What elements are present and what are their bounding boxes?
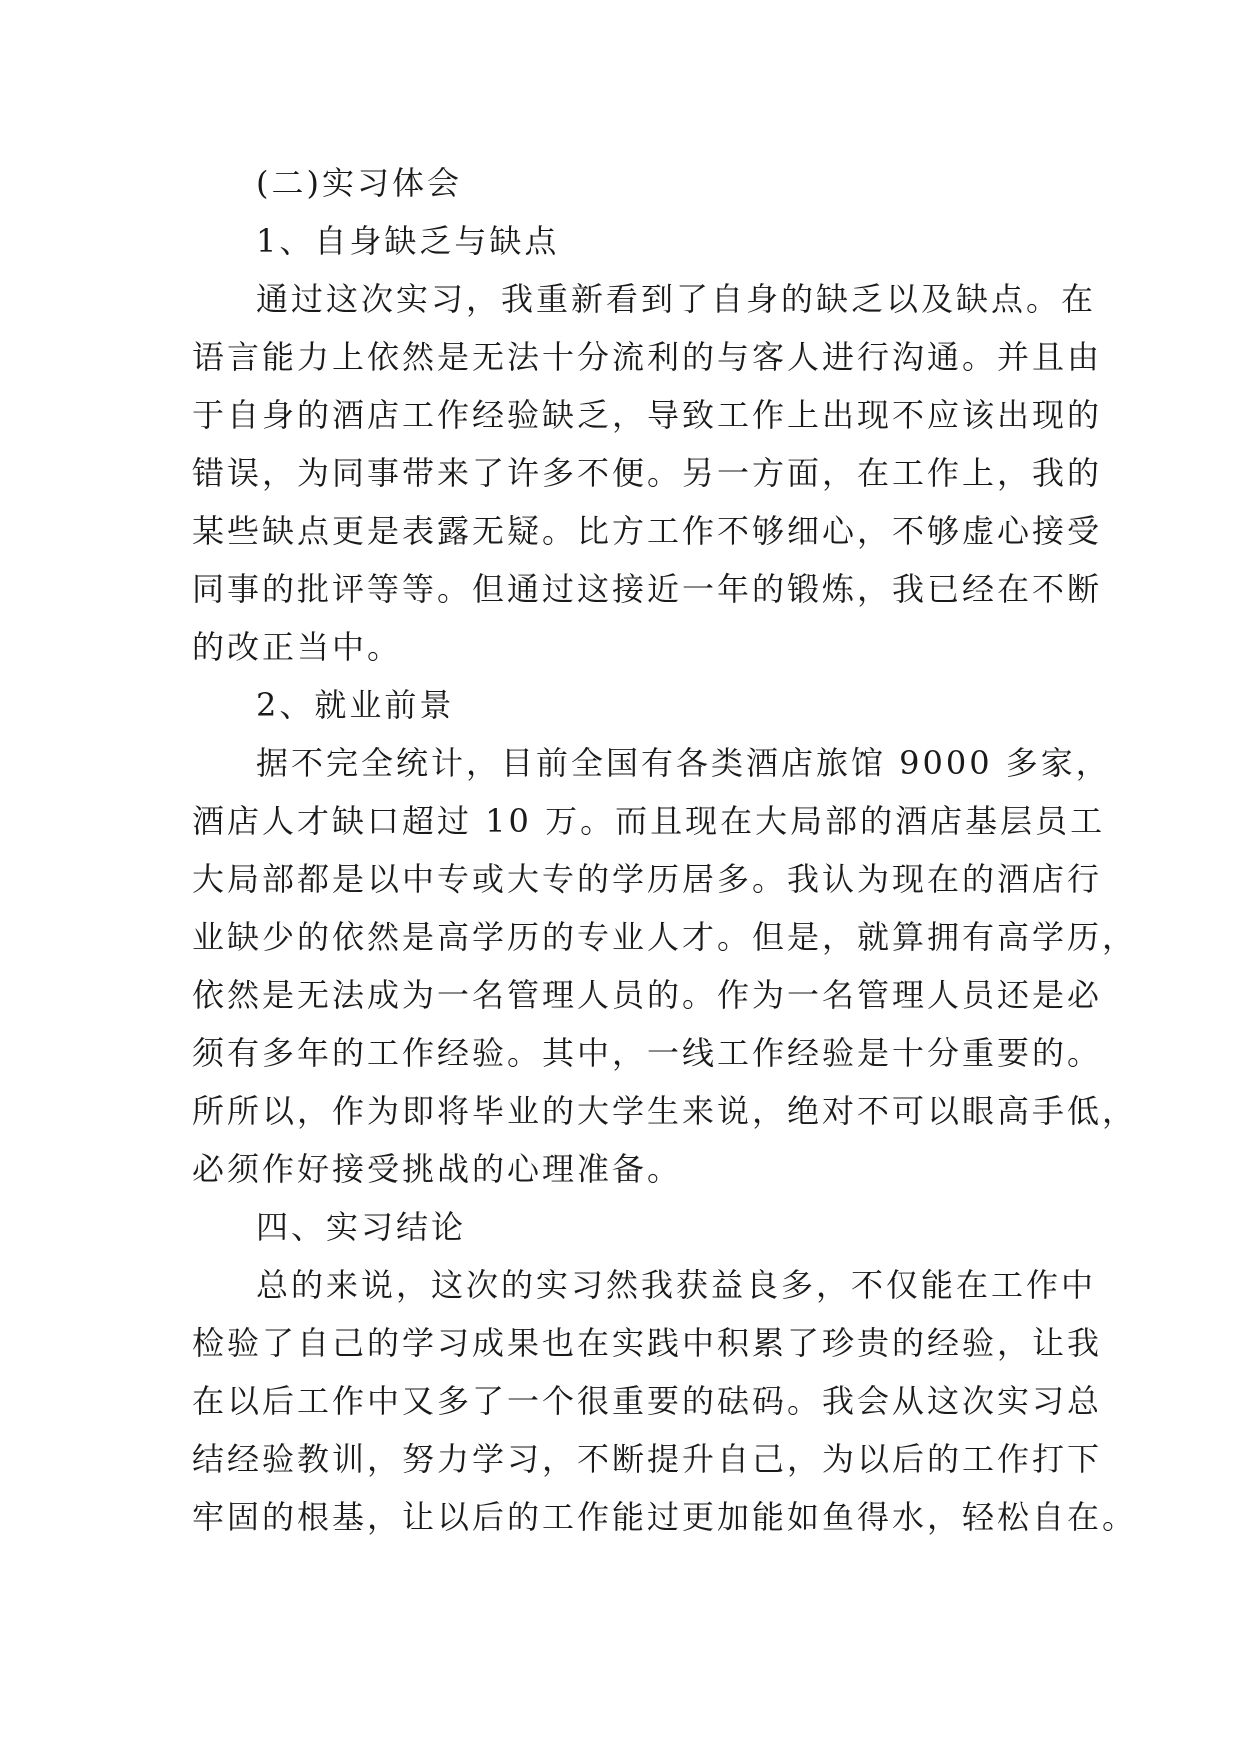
- paragraph-line: 错误，为同事带来了许多不便。另一方面，在工作上，我的: [192, 454, 1103, 492]
- subsection-heading-shortcomings: 1、自身缺乏与缺点: [256, 222, 560, 260]
- paragraph-line: 语言能力上依然是无法十分流利的与客人进行沟通。并且由: [192, 338, 1103, 376]
- paragraph-line: 结经验教训，努力学习，不断提升自己，为以后的工作打下: [192, 1440, 1103, 1478]
- paragraph-line: 同事的批评等等。但通过这接近一年的锻炼，我已经在不断: [192, 570, 1103, 608]
- paragraph-line: 在以后工作中又多了一个很重要的砝码。我会从这次实习总: [192, 1382, 1103, 1420]
- paragraph-line: 据不完全统计，目前全国有各类酒店旅馆 9000 多家，: [256, 744, 1111, 782]
- section-heading-experience: (二)实习体会: [256, 164, 462, 202]
- paragraph-line: 业缺少的依然是高学历的专业人才。但是，就算拥有高学历，: [192, 918, 1138, 956]
- paragraph-conclusion: [192, 1256, 1138, 1546]
- paragraph-line: 通过这次实习，我重新看到了自身的缺乏以及缺点。在: [256, 280, 1097, 318]
- paragraph-line: 检验了自己的学习成果也在实践中积累了珍贵的经验，让我: [192, 1324, 1103, 1362]
- section-heading-conclusion: 四、实习结论: [256, 1208, 467, 1246]
- document-body: [192, 154, 1138, 1546]
- paragraph-line: 总的来说，这次的实习然我获益良多，不仅能在工作中: [256, 1266, 1097, 1304]
- paragraph-line: 某些缺点更是表露无疑。比方工作不够细心，不够虚心接受: [192, 512, 1103, 550]
- paragraph-line: 牢固的根基，让以后的工作能过更加能如鱼得水，轻松自在。: [192, 1498, 1138, 1536]
- paragraph-line: 酒店人才缺口超过 10 万。而且现在大局部的酒店基层员工: [192, 802, 1106, 840]
- paragraph-line: 依然是无法成为一名管理人员的。作为一名管理人员还是必: [192, 976, 1103, 1014]
- paragraph-line: 大局部都是以中专或大专的学历居多。我认为现在的酒店行: [192, 860, 1103, 898]
- paragraph-line: 必须作好接受挑战的心理准备。: [192, 1150, 683, 1188]
- paragraph-line: 于自身的酒店工作经验缺乏，导致工作上出现不应该出现的: [192, 396, 1103, 434]
- paragraph-shortcomings: [192, 270, 1103, 676]
- paragraph-line: 须有多年的工作经验。其中，一线工作经验是十分重要的。: [192, 1034, 1103, 1072]
- subsection-heading-employment: 2、就业前景: [256, 686, 455, 724]
- paragraph-line: 的改正当中。: [192, 628, 403, 666]
- paragraph-employment: [192, 734, 1138, 1198]
- paragraph-line: 所所以，作为即将毕业的大学生来说，绝对不可以眼高手低，: [192, 1092, 1138, 1130]
